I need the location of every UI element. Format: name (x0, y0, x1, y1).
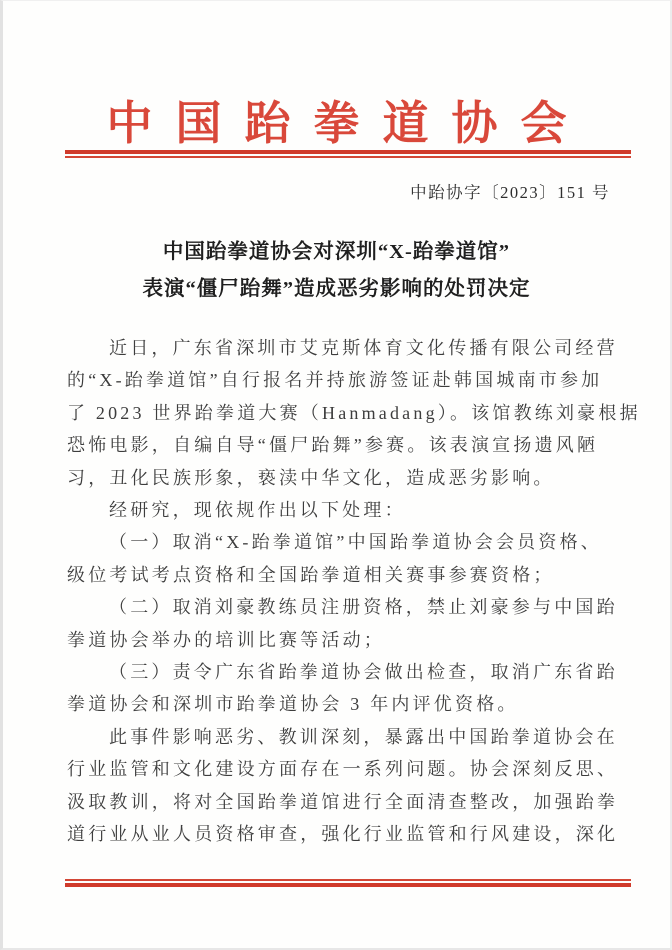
document-title-line2: 表演“僵尸跆舞”造成恶劣影响的处罚决定 (142, 278, 531, 300)
body-line: 汲取教训，将对全国跆拳道馆进行全面清查整改，加强跆拳 (67, 791, 619, 812)
body-line: 了 2023 世界跆拳道大赛（Hanmadang）。该馆教练刘豪根据 (67, 402, 641, 423)
body-line: 经研究，现依规作出以下处理： (109, 500, 406, 521)
body-line: 拳道协会举办的培训比赛等活动； (67, 629, 385, 650)
body-line: 拳道协会和深圳市跆拳道协会 3 年内评优资格。 (67, 694, 519, 715)
body-line: 的“X-跆拳道馆”自行报名并持旅游签证赴韩国城南市参加 (67, 370, 603, 391)
letterhead-divider-rule (65, 150, 631, 158)
footer-divider-rule (65, 879, 631, 887)
document-number: 中跆协字〔2023〕151 号 (410, 183, 610, 202)
document-title-line1: 中国跆拳道协会对深圳“X-跆拳道馆” (162, 241, 511, 263)
rule-thin-bar (65, 156, 631, 158)
body-line: 行业监管和文化建设方面存在一系列问题。协会深刻反思、 (67, 759, 619, 780)
document-title (3, 234, 670, 308)
body-line: 此事件影响恶劣、教训深刻，暴露出中国跆拳道协会在 (109, 726, 618, 747)
body-line: （一）取消“X-跆拳道馆”中国跆拳道协会会员资格、 (109, 532, 602, 553)
letterhead-org-name (3, 87, 670, 153)
document-body (67, 332, 641, 851)
body-line: （二）取消刘豪教练员注册资格，禁止刘豪参与中国跆 (109, 597, 618, 618)
body-line: 恐怖电影，自编自导“僵尸跆舞”参赛。该表演宣扬遗风陋 (67, 435, 599, 456)
rule-thick-bar (65, 883, 631, 887)
body-line: （三）责令广东省跆拳道协会做出检查，取消广东省跆 (109, 662, 618, 683)
body-line: 级位考试考点资格和全国跆拳道相关赛事参赛资格； (67, 564, 555, 585)
body-line: 道行业从业人员资格审查，强化行业监管和行风建设，深化 (67, 824, 619, 845)
body-line: 近日，广东省深圳市艾克斯体育文化传播有限公司经营 (109, 338, 618, 358)
letterhead-org-name-text: 中国跆拳道协会 (106, 98, 590, 149)
body-line: 习，丑化民族形象，亵渎中华文化，造成恶劣影响。 (67, 467, 555, 488)
